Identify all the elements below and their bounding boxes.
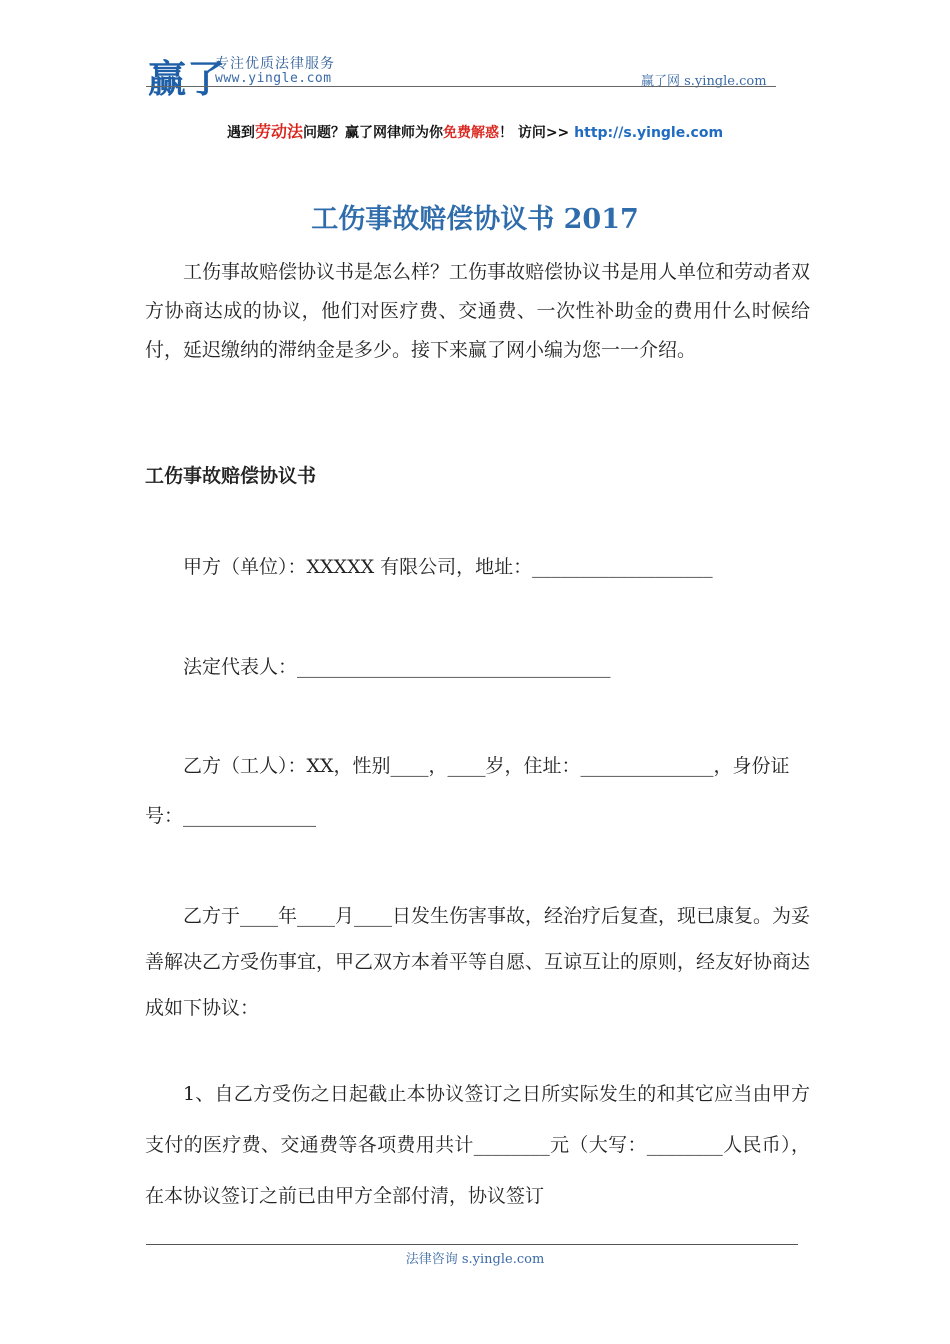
section-heading: 工伤事故赔偿协议书 xyxy=(145,465,317,487)
party-a-line: 甲方（单位）：XXXXX 有限公司，地址：___________________ xyxy=(183,556,713,578)
party-b-line: 乙方（工人）：XX，性别____，____岁，住址：______________，身份证号：______________ xyxy=(145,755,790,827)
document-title: 工伤事故赔偿协议书 2017 xyxy=(311,204,639,235)
promo-text-3: ！ 访问>> xyxy=(498,125,575,141)
incident-paragraph: 乙方于____年____月____日发生伤害事故，经治疗后复查，现已康复。为妥善解决乙方受伤事宜，甲乙双方本着平等自愿、互谅互让的原则，经友好协商达成如下协议： xyxy=(145,905,811,1019)
promo-text-1: 遇到 xyxy=(226,125,255,141)
promo-highlight-labor-law: 劳动法 xyxy=(254,122,303,141)
header-site-link[interactable]: 赢了网 s.yingle.com xyxy=(641,74,767,89)
promo-text-2: 问题？赢了网律师为你 xyxy=(302,125,443,141)
header-divider xyxy=(146,86,776,87)
logo-mark: 赢了 xyxy=(148,57,227,101)
legal-rep-line: 法定代表人：_________________________________ xyxy=(183,656,611,678)
clause-1-paragraph: 1、自乙方受伤之日起截止本协议签订之日所实际发生的和其它应当由甲方支付的医疗费、交通费等各项费用共计________元（大写：________人民币），在本协议签订之前已由甲方全部付清，协议签订 xyxy=(145,1083,810,1207)
promo-highlight-free: 免费解惑 xyxy=(442,125,499,141)
intro-paragraph: 工伤事故赔偿协议书是怎么样？工伤事故赔偿协议书是用人单位和劳动者双方协商达成的协议，他们对医疗费、交通费、一次性补助金的费用什么时候给付，延迟缴纳的滞纳金是多少。接下来赢了网小编为您一一介绍。 xyxy=(145,261,811,361)
logo-tagline: 专注优质法律服务 xyxy=(215,56,335,72)
promo-banner xyxy=(0,119,950,142)
footer-link[interactable]: 法律咨询 s.yingle.com xyxy=(405,1252,545,1267)
promo-link[interactable]: http://s.yingle.com xyxy=(574,125,724,141)
footer-divider xyxy=(146,1244,798,1245)
logo-url[interactable]: www.yingle.com xyxy=(215,71,332,86)
